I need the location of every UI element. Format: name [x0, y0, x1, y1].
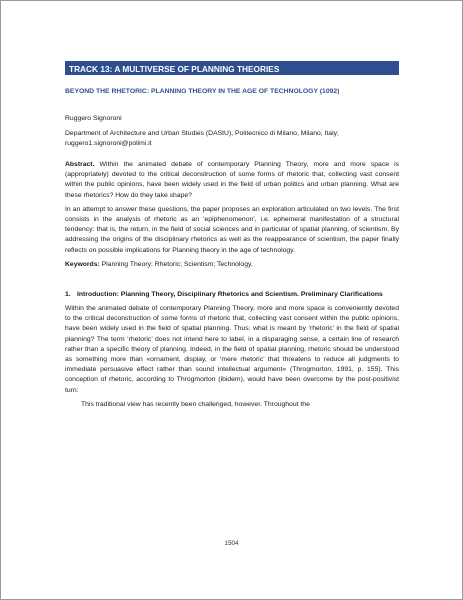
abstract-text: Within the animated debate of contemporary Planning Theory, more and more space is (appropriately) devoted to the critical deconstruction of some forms of rhetoric that, collecting vast consent within the public opinions, have been widely used in the field of urban politics and urban planning. What are these rhetorics? How do they take shape?: [65, 161, 399, 199]
section-heading: [65, 290, 399, 300]
page-number: 1504: [224, 540, 239, 547]
abstract-paragraph-2: In an attempt to answer these questions, the paper proposes an exploration articulated on two levels. The first consists in the analysis of rhetoric as an ‘epiphenomenon’, i.e. ephemeral manifestation of a structural tendency: that is, the return, in the field of social sciences and in particular of spatial planning, of scientism. By addressing the origins of the disciplinary rhetorics as well as the reappearance of scientism, the paper finally reflects on possible implications for Planning theory in the age of technology.: [65, 205, 399, 254]
section-number: 1.: [65, 291, 71, 299]
body-paragraph-continued: This traditional view has recently been challenged, however. Throughout the: [81, 400, 310, 408]
keywords-label: Keywords:: [65, 260, 100, 268]
paper-title: BEYOND THE RHETORIC: PLANNING THEORY IN THE AGE OF TECHNOLOGY (1092): [65, 88, 340, 95]
keywords-text: Planning Theory; Rhetoric; Scientism; Technology.: [99, 260, 253, 268]
page-content: [65, 61, 399, 410]
abstract-paragraph: [65, 160, 399, 201]
track-heading-banner: TRACK 13: A MULTIVERSE OF PLANNING THEORIES: [65, 61, 399, 75]
body-paragraph: Within the animated debate of contemporary Planning Theory, more and more space is conveniently devoted to the critical deconstruction of some forms of rhetoric that, collecting vast consent within the public opinions, have been widely used in the field of spatial planning. Thus: what is meant by ‘rhetoric’ in the field of spatial planning? The term ‘rhetoric’ does not intend here to label, in a disparaging sense, a certain line of research rather than a specific theory of planning. Indeed, in the field of spatial planning, rhetoric should be understood as something more than «ornament, display, or ‘mere rhetoric’ that threatens to reduce all judgments to immediate persuasive effect rather than sound intellectual argument» (Throgmorton, 1991, p. 155). This conception of rhetoric, according to Throgmorton (ibidem), would have been overcome by the post-positivist turn:: [65, 305, 399, 394]
abstract-label: Abstract.: [65, 161, 95, 168]
author-name: Ruggero Signoroni: [65, 115, 122, 122]
author-affiliation: Department of Architecture and Urban Studies (DAStU), Politecnico di Milano, Milano, Italy; ruggero1.signoroni@polimi.it: [65, 130, 339, 147]
section-title: Introduction: Planning Theory, Disciplinary Rhetorics and Scientism. Preliminary Clarifications: [77, 291, 383, 299]
keywords-line: [65, 260, 399, 270]
